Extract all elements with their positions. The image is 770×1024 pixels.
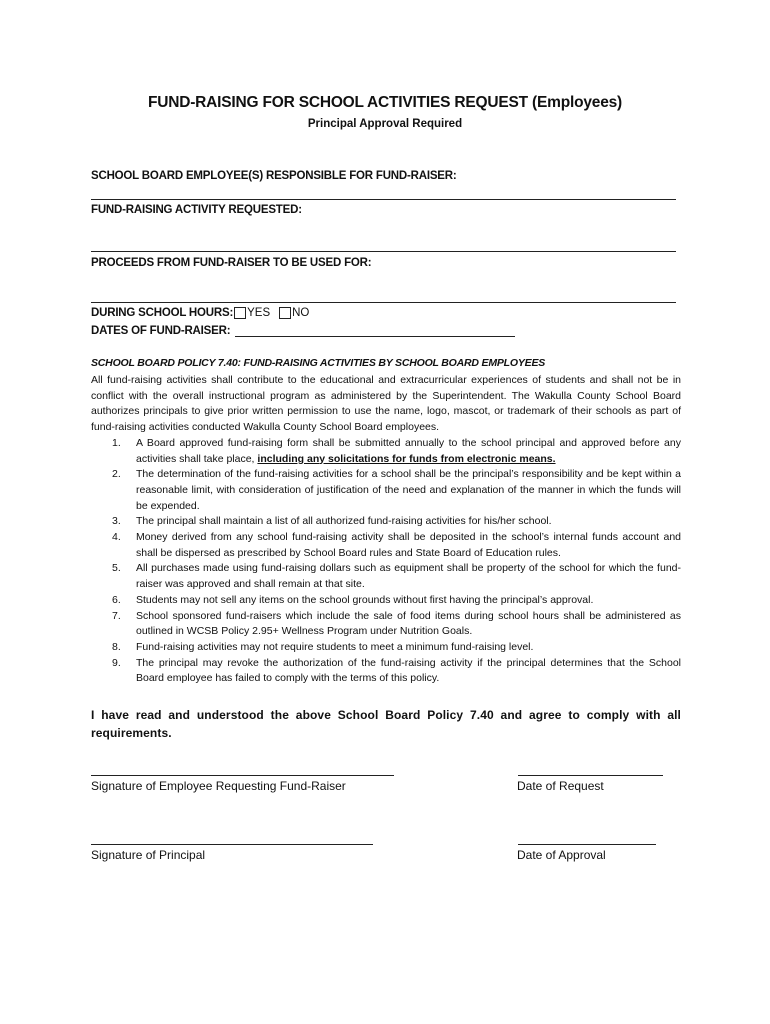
employee-signature-label: Signature of Employee Requesting Fund-Raiser [91,779,346,793]
policy-list [91,436,681,687]
no-checkbox[interactable] [279,307,291,319]
school-hours-row [91,307,317,319]
list-item: 1. A Board approved fund-raising form shall be submitted annually to the school principal and approved before any activities shall take place, including any solicitations for funds from electronic means. [112,436,681,465]
electronic-means-emphasis: including any solicitations for funds from electronic means. [257,452,556,465]
list-item: 4. Money derived from any school fund-raising activity shall be deposited in the school’s internal funds account and shall be dispersed as prescribed by School Board rules and State Board of Education rules. [112,531,681,559]
list-item: 3. The principal shall maintain a list of all authorized fund-raising activities for his/her school. [112,515,552,528]
list-item: 2. The determination of the fund-raising activities for a school shall be the principal’s responsibility and be kept within a reasonable limit, with consideration of justification of the need and explanation of the manner in which the funds will be expended. [112,468,681,512]
employees-field[interactable] [91,199,676,200]
list-item: 5. All purchases made using fund-raising dollars such as equipment shall be property of the school for which the fund-raiser was approved and shall remain at that site. [112,562,681,591]
list-item: 8. Fund-raising activities may not require students to meet a minimum fund-raising level. [112,640,534,653]
policy-text [91,373,681,687]
dates-field[interactable] [235,325,515,337]
list-item: 9. The principal may revoke the authorization of the fund-raising activity if the principal determines that the School Board employee has failed to comply with the terms of this policy. [112,656,681,685]
approval-date-label: Date of Approval [517,848,606,862]
acknowledgement-statement: I have read and understood the above School Board Policy 7.40 and agree to comply with all requirements. [91,708,681,740]
school-hours-label: DURING SCHOOL HOURS: [91,307,234,319]
request-date-label: Date of Request [517,779,604,793]
page-title: FUND-RAISING FOR SCHOOL ACTIVITIES REQUEST (Employees) [147,94,623,111]
principal-signature-field[interactable] [91,844,373,845]
proceeds-label: PROCEEDS FROM FUND-RAISER TO BE USED FOR: [91,257,372,269]
employee-signature-field[interactable] [91,775,394,776]
no-label: NO [292,307,310,319]
dates-label: DATES OF FUND-RAISER: [91,325,231,337]
list-item: 6. Students may not sell any items on the school grounds without first having the principal’s approval. [112,593,594,606]
employees-label: SCHOOL BOARD EMPLOYEE(S) RESPONSIBLE FOR FUND-RAISER: [91,170,457,182]
request-date-field[interactable] [518,775,663,776]
principal-signature-label: Signature of Principal [91,848,206,862]
activity-label: FUND-RAISING ACTIVITY REQUESTED: [91,204,302,216]
proceeds-field[interactable] [91,302,676,303]
approval-date-field[interactable] [518,844,656,845]
dates-row [91,325,515,337]
list-item: 7. School sponsored fund-raisers which include the sale of food items during school hours shall be administered as outlined in WCSB Policy 2.95+ Wellness Program under Nutrition Goals. [112,609,681,638]
yes-checkbox[interactable] [234,307,246,319]
page-subtitle: Principal Approval Required [307,118,463,130]
activity-field[interactable] [91,251,676,252]
yes-label: YES [247,307,271,319]
policy-heading: SCHOOL BOARD POLICY 7.40: FUND-RAISING ACTIVITIES BY SCHOOL BOARD EMPLOYEES [91,357,546,369]
policy-intro: All fund-raising activities shall contribute to the educational and extracurricular experiences of students and shall not be in conflict with the overall instructional program as administered by the Superintendent. The Wakulla County School Board authorizes principals to give prior written permission to use the name, logo, mascot, or trademark of their schools as part of fund-raising activities conducted Wakulla County School Board employees. [91,374,681,434]
